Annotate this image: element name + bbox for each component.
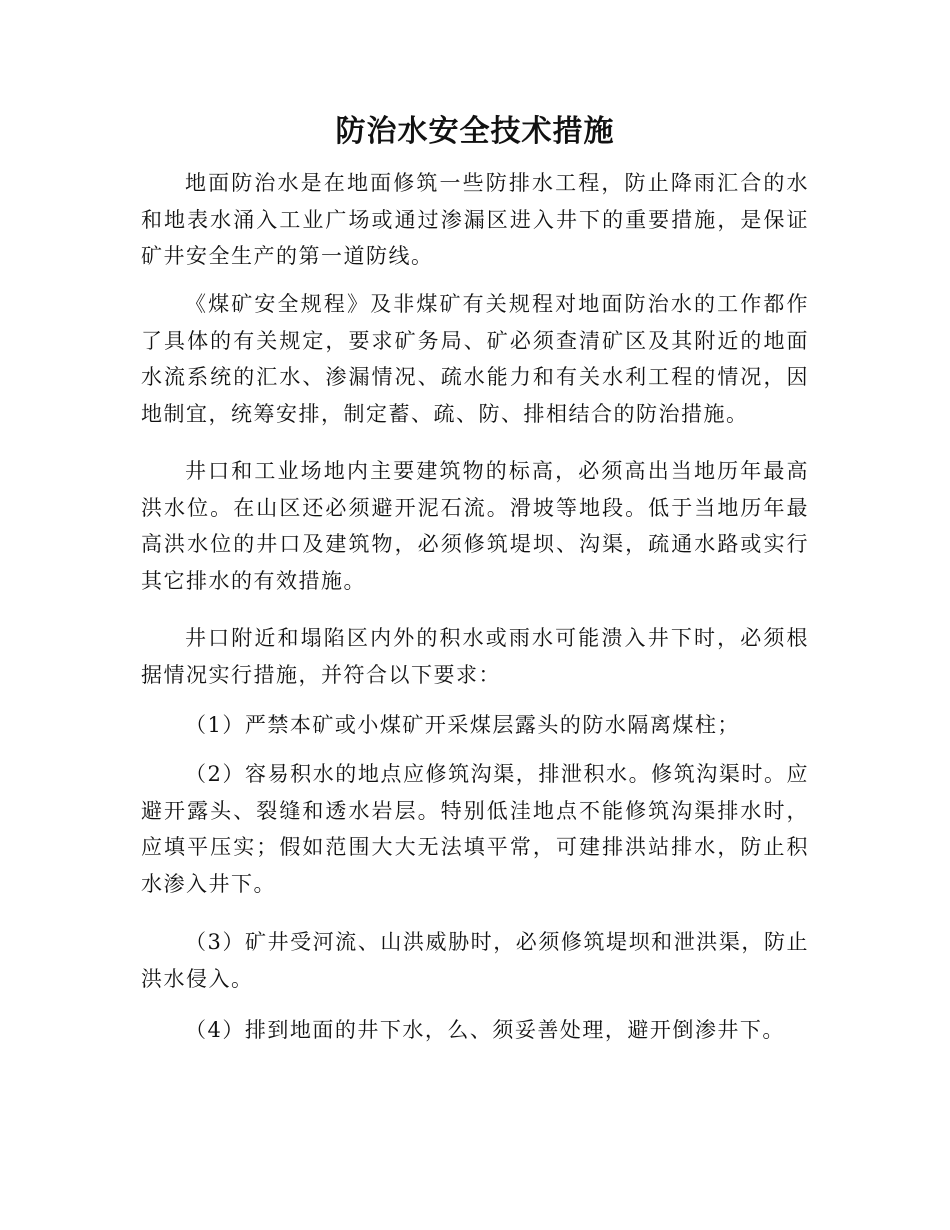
paragraph-item-2: （2）容易积水的地点应修筑沟渠，排泄积水。修筑沟渠时。应避开露头、裂缝和透水岩层。特别低洼地点不能修筑沟渠排水时，应填平压实；假如范围大大无法填平常，可建排洪站排水，防止积水渗入井下。 bbox=[141, 762, 809, 896]
paragraph-requirements: 井口附近和塌陷区内外的积水或雨水可能溃入井下时，必须根据情况实行措施，并符合以下要求： bbox=[141, 626, 809, 687]
paragraph-regulations: 《煤矿安全规程》及非煤矿有关规程对地面防治水的工作都作了具体的有关规定，要求矿务局、矿必须查清矿区及其附近的地面水流系统的汇水、渗漏情况、疏水能力和有关水利工程的情况，因地制宜，统筹安排，制定蓄、疏、防、排相结合的防治措施。 bbox=[141, 292, 809, 426]
paragraph-item-1: （1）严禁本矿或小煤矿开采煤层露头的防水隔离煤柱； bbox=[185, 713, 740, 737]
paragraph-item-3: （3）矿井受河流、山洪威胁时，必须修筑堤坝和泄洪渠，防止洪水侵入。 bbox=[141, 930, 809, 991]
paragraph-elevation: 井口和工业场地内主要建筑物的标高，必须高出当地历年最高洪水位。在山区还必须避开泥石流。滑坡等地段。低于当地历年最高洪水位的井口及建筑物，必须修筑堤坝、沟渠，疏通水路或实行其它排水的有效措施。 bbox=[141, 459, 809, 593]
paragraph-item-4: （4）排到地面的井下水，么、须妥善处理，避开倒渗井下。 bbox=[185, 1018, 785, 1042]
paragraph-intro: 地面防治水是在地面修筑一些防排水工程，防止降雨汇合的水和地表水涌入工业广场或通过渗漏区进入井下的重要措施，是保证矿井安全生产的第一道防线。 bbox=[141, 171, 809, 268]
document-title: 防治水安全技术措施 bbox=[335, 114, 615, 149]
